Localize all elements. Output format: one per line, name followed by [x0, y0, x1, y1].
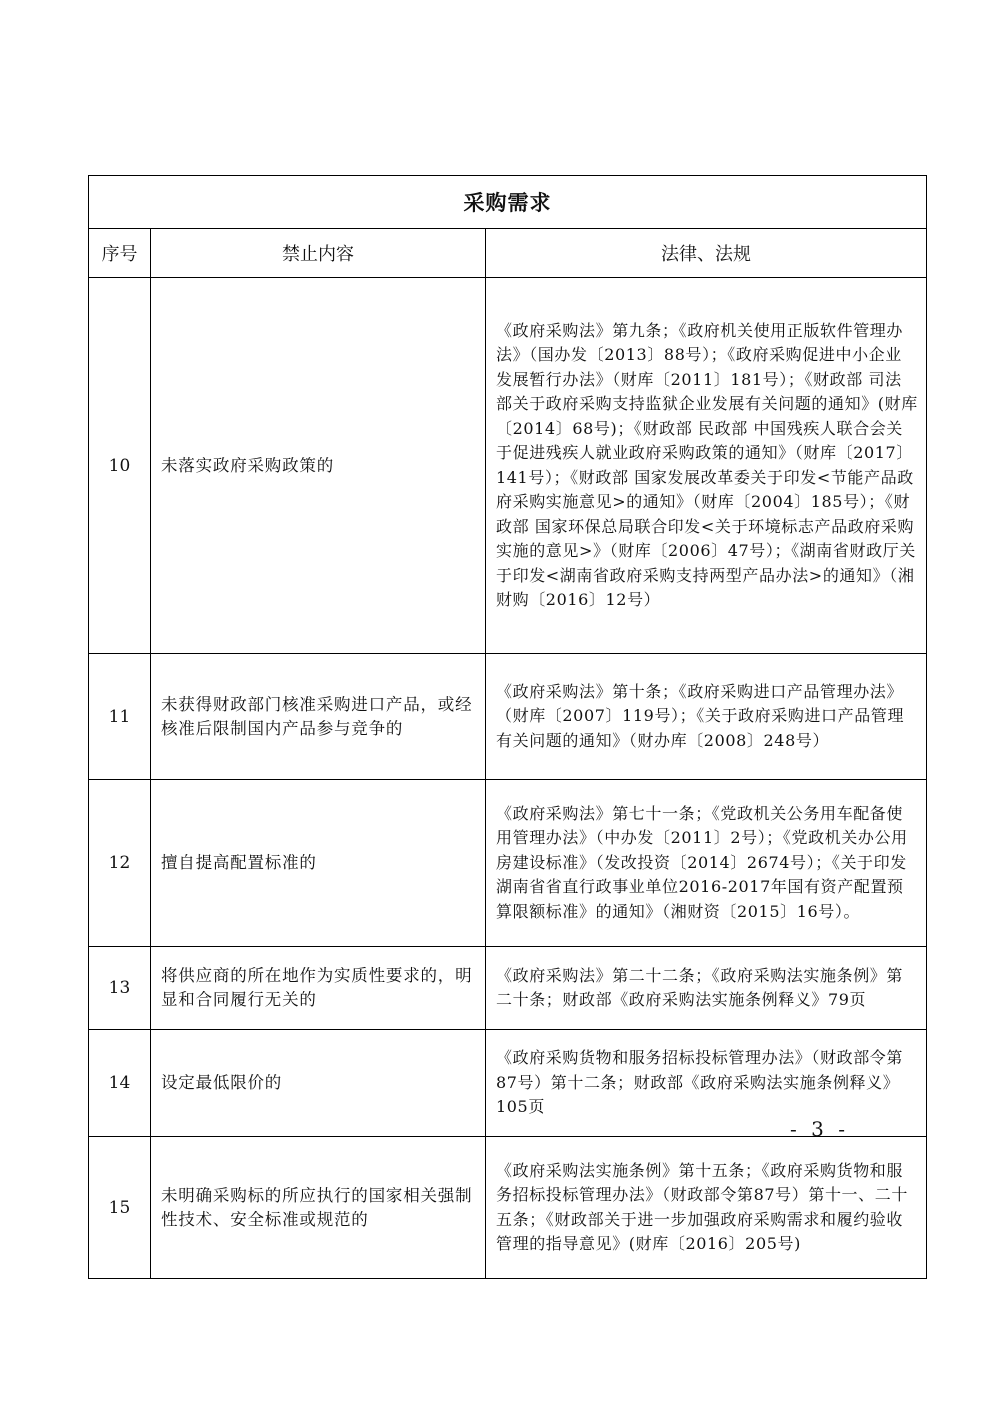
- row-prohibited: 未落实政府采购政策的: [151, 278, 486, 654]
- header-index: 序号: [89, 229, 151, 278]
- row-index: 10: [89, 278, 151, 654]
- table-row: [89, 947, 927, 1030]
- row-law: 《政府采购法》第二十二条；《政府采购法实施条例》第二十条；财政部《政府采购法实施条例释义》79页: [486, 947, 927, 1030]
- page-number: - 3 -: [790, 1117, 849, 1141]
- row-law: 《政府采购法》第十条；《政府采购进口产品管理办法》（财库〔2007〕119号）；《关于政府采购进口产品管理有关问题的通知》（财办库〔2008〕248号）: [486, 654, 927, 780]
- row-index: 14: [89, 1030, 151, 1137]
- table-row: [89, 780, 927, 947]
- row-prohibited: 未明确采购标的所应执行的国家相关强制性技术、安全标准或规范的: [151, 1137, 486, 1279]
- row-law: 《政府采购法》第九条；《政府机关使用正版软件管理办法》（国办发〔2013〕88号）；《政府采购促进中小企业发展暂行办法》（财库〔2011〕181号）；《财政部 司法部关于政府采购支持监狱企业发展有关问题的通知》(财库〔2014〕68号)；《财政部 民政部 中国残疾人联合会关于促进残疾人就业政府采购政策的通知》（财库〔2017〕141号）；《财政部 国家发展改革委关于印发<节能产品政府采购实施意见>的通知》（财库〔2004〕185号）；《财政部 国家环保总局联合印发<关于环境标志产品政府采购实施的意见>》（财库〔2006〕47号）；《湖南省财政厅关于印发<湖南省政府采购支持两型产品办法>的通知》（湘财购〔2016〕12号）: [486, 278, 927, 654]
- row-prohibited: 设定最低限价的: [151, 1030, 486, 1137]
- row-index: 12: [89, 780, 151, 947]
- table-row: [89, 654, 927, 780]
- row-prohibited: 将供应商的所在地作为实质性要求的，明显和合同履行无关的: [151, 947, 486, 1030]
- regulation-table: [88, 175, 927, 1279]
- header-prohibited: 禁止内容: [151, 229, 486, 278]
- table-row: [89, 278, 927, 654]
- row-law: 《政府采购法实施条例》第十五条；《政府采购货物和服务招标投标管理办法》（财政部令第87号）第十一、二十五条；《财政部关于进一步加强政府采购需求和履约验收管理的指导意见》(财库〔2016〕205号): [486, 1137, 927, 1279]
- row-prohibited: 未获得财政部门核准采购进口产品，或经核准后限制国内产品参与竞争的: [151, 654, 486, 780]
- row-index: 15: [89, 1137, 151, 1279]
- header-row: [89, 229, 927, 278]
- header-law: 法律、法规: [486, 229, 927, 278]
- row-index: 13: [89, 947, 151, 1030]
- row-law: 《政府采购法》第七十一条；《党政机关公务用车配备使用管理办法》（中办发〔2011〕2号）；《党政机关办公用房建设标准》（发改投资〔2014〕2674号）；《关于印发湖南省省直行政事业单位2016-2017年国有资产配置预算限额标准》的通知》（湘财资〔2015〕16号）。: [486, 780, 927, 947]
- table-row: [89, 1137, 927, 1279]
- table-title: 采购需求: [89, 176, 927, 229]
- row-index: 11: [89, 654, 151, 780]
- row-prohibited: 擅自提高配置标准的: [151, 780, 486, 947]
- row-law: 《政府采购货物和服务招标投标管理办法》（财政部令第87号）第十二条；财政部《政府采购法实施条例释义》105页: [486, 1030, 927, 1137]
